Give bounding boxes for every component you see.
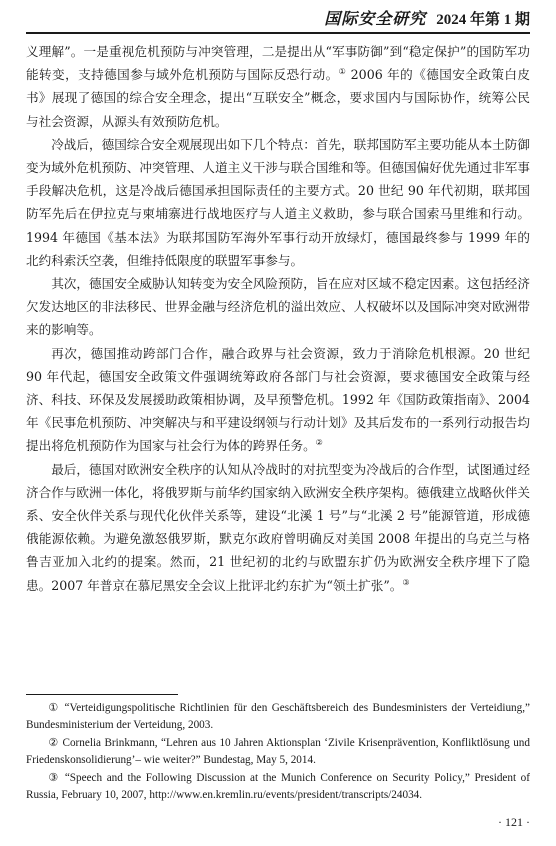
footnote: ② Cornelia Brinkmann, “Lehren aus 10 Jahren Aktionsplan ‘Zivile Krisenprävention, Konfliktlösung und Friedenskonsolidierung’– wie weiter?” Bundestag, May 5, 2014. bbox=[26, 736, 530, 767]
footnotes bbox=[26, 700, 530, 804]
page-number: · 121 · bbox=[498, 815, 530, 829]
footnote-marker: ② bbox=[48, 736, 60, 749]
paragraph: 最后，德国对欧洲安全秩序的认知从冷战时的对抗型变为冷战后的合作型，试图通过经济合作与欧洲一体化，将俄罗斯与前华约国家纳入欧洲安全秩序架构。德俄建立战略伙伴关系、安全伙伴关系与现代化伙伴关系等，建设“北溪 1 号”与“北溪 2 号”能源管道，形成德俄能源依赖。为避免激怒俄罗斯，默克尔政府曾明确反对美国 2008 年提出的乌克兰与格鲁吉亚加入北约的提案。然而，21 世纪初的北约与欧盟东扩仍为欧洲安全秩序埋下了隐患。2007 年普京在慕尼黑安全会议上批评北约东扩为“领土扩张”。③ bbox=[26, 461, 530, 593]
footnote-marker: ③ bbox=[48, 771, 61, 784]
journal-title: 国际安全研究 bbox=[324, 9, 427, 28]
body-text bbox=[26, 40, 530, 597]
footnote-ref: ② bbox=[315, 438, 323, 448]
paragraph: 其次，德国安全威胁认知转变为安全风险预防，旨在应对区域不稳定因素。这包括经济欠发达地区的非法移民、世界金融与经济危机的溢出效应、人权破坏以及国际冲突对欧洲带来的影响等。 bbox=[26, 276, 530, 338]
issue-label: 2024 年第 1 期 bbox=[436, 12, 530, 28]
paragraph: 冷战后，德国综合安全观展现出如下几个特点：首先，联邦国防军主要功能从本土防御变为域外危机预防、冲突管理、人道主义干涉与联合国维和等。但德国偏好优先通过非军事手段解决危机，这是冷战后德国承担国际责任的主要方式。20 世纪 90 年代初期，联邦国防军先后在伊拉克与柬埔寨进行战地医疗与人道主义救助，参与联合国索马里维和行动。1994 年德国《基本法》为联邦国防军海外军事行动开放绿灯，德国最终参与 1999 年的北约科索沃空袭，但维持低限度的联盟军事参与。 bbox=[26, 136, 530, 268]
footnote-marker: ① bbox=[48, 702, 61, 714]
footnote: ③ “Speech and the Following Discussion at the Munich Conference on Security Policy,” President of Russia, February 10, 2007, http://www.en.kremlin.ru/events/president/transcripts/24034. bbox=[26, 771, 530, 802]
running-header bbox=[26, 6, 530, 34]
footnote-divider bbox=[26, 694, 178, 695]
footnote-ref: ① bbox=[338, 67, 347, 77]
footnote: ① “Verteidigungspolitische Richtlinien für den Geschäftsbereich des Bundesministers der Verteidiung,” Bundesministerium der Verteidung, 2003. bbox=[26, 702, 530, 732]
paragraph: 再次，德国推动跨部门合作，融合政界与社会资源，致力于消除危机根源。20 世纪 90 年代起，德国安全政策文件强调统筹政府各部门与社会资源，要求德国安全政策与经济、科技、环保及发展援助政策相协调，及早预警危机。1992 年《国防政策指南》、2004 年《民事危机预防、冲突解决与和平建设纲领与行动计划》及其后发布的一系列行动报告均提出将危机预防作为国家与社会行为体的跨界任务。② bbox=[26, 345, 530, 454]
footnote-ref: ③ bbox=[402, 577, 410, 587]
paragraph: 义理解”。一是重视危机预防与冲突管理，二是提出从“军事防御”到“稳定保护”的国防军功能转变，支持德国参与域外危机预防与国际反恐行动。① 2006 年的《德国安全政策白皮书》展现了德国的综合安全理念，提出“互联安全”概念，要求国内与国际协作，统筹公民与社会资源，从源头有效预防危机。 bbox=[26, 44, 531, 129]
